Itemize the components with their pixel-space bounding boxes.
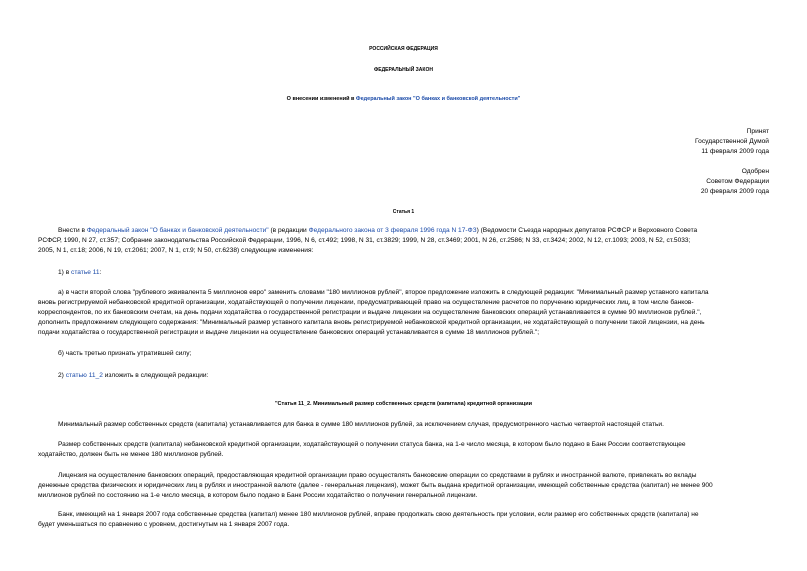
article-11-2-paragraph-4 (38, 510, 769, 530)
title-prefix: О внесении изменений в (286, 96, 356, 102)
paragraph-line: денежные средства физических и юридических лиц в рублях и иностранной валюте (далее - генеральная лицензия), может быть выдана кредитной организации, имеющей собственные средства (капитал) не менее 900 (38, 482, 713, 489)
article-1-intro (38, 226, 769, 256)
article-11-2-paragraph-3 (38, 471, 769, 501)
title-law-link[interactable]: Федеральный закон "О банках и банковской деятельности" (355, 96, 521, 102)
article-11-2-paragraph-1: Минимальный размер собственных средств (капитала) устанавливается для банка в сумме 180 миллионов рублей, за исключением случая, предусмотренного частью четвертой настоящей статьи. (58, 421, 664, 428)
article-11-2-paragraph-2 (38, 440, 769, 460)
article-11-link[interactable]: статье 11 (71, 269, 100, 276)
item-1b: б) часть третью признать утратившей силу; (58, 350, 192, 357)
intro-line-1 (38, 226, 769, 236)
country-heading: РОССИЙСКАЯ ФЕДЕРАЦИЯ (369, 46, 438, 52)
paragraph-line: Лицензия на осуществление банковских операций, предоставляющая кредитной организации право осуществлять банковские операции со средствами в рублях и иностранной валюте, привлекать во вклады (58, 472, 697, 479)
state-duma-adoption (695, 127, 769, 157)
intro-line-3: 2005, N 1, ст.18; 2006, N 19, ст.2061; 2007, N 1, ст.9; N 50, ст.6238) следующие изменения: (38, 247, 314, 254)
item-1a-line: корреспондентов, по их банковским счетам, на день подачи ходатайства о государственной регистрации и выдаче лицензии на осуществление банковских операций устанавливается в сумме 90 миллионов рублей.", (38, 309, 702, 316)
approval-line: Одобрен (741, 168, 769, 175)
item-text: 2) (58, 372, 66, 379)
item-1a-line: вновь регистрируемой небанковской кредитной организации, ходатайствующей о получении лицензии, предусматривающей право на осуществление расчетов по поручению юридических лиц, в том числе банков- (38, 299, 694, 306)
intro-text: ) (Ведомости Съезда народных депутатов РСФСР и Верховного Совета (476, 227, 698, 234)
item-1a-line: а) в части второй слова "рублевого эквивалента 5 миллионов евро" заменить словами "180 миллионов рублей", второе предложение изложить в следующей редакции: "Минимальный размер уставного капитала (58, 289, 709, 296)
approval-line: Советом Федерации (706, 178, 769, 185)
item-1a (38, 288, 769, 338)
article-11-2-link[interactable]: статью 11_2 (65, 372, 103, 379)
federal-law-17fz-link[interactable]: Федерального закона от 3 февраля 1996 года N 17-ФЗ (308, 227, 477, 234)
paragraph-line: будет уменьшаться по сравнению с уровнем, достигнутым на 1 января 2007 года. (38, 521, 290, 528)
article-1-heading: Статья 1 (392, 209, 415, 215)
adoption-line: 11 февраля 2009 года (701, 148, 769, 155)
intro-line-2: РСФСР, 1990, N 27, ст.357; Собрание законодательства Российской Федерации, 1996, N 6, ст.492; 1998, N 31, ст.3829; 1999, N 28, ст.3469; 2001, N 26, ст.2586; N 33, ст.3424; 2002, N 12, ст.1093; 2003, N 52, ст.5033; (38, 237, 691, 244)
item-1a-line: подачи ходатайства о государственной регистрации и выдаче лицензии на осуществление банковских операций устанавливается в сумме 18 миллионов рублей."; (38, 329, 540, 336)
adoption-line: Принят (746, 128, 769, 135)
item-text: : (99, 269, 102, 276)
item-1 (38, 268, 769, 278)
paragraph-line: Банк, имеющий на 1 января 2007 года собственные средства (капитал) менее 180 миллионов рублей, вправе продолжать свою деятельность при условии, если размер его собственных средств (капитала) не (58, 511, 699, 518)
intro-text: Внести в (58, 227, 87, 234)
item-text: изложить в следующей редакции: (102, 372, 209, 379)
item-2 (38, 371, 769, 381)
paragraph-line: ходатайство, должен быть не менее 180 миллионов рублей. (38, 451, 224, 458)
paragraph-line: Размер собственных средств (капитала) небанковской кредитной организации, ходатайствующей о получении статуса банка, на 1-е число месяца, в котором было подано в Банк России соответствующее (58, 441, 686, 448)
item-1a-line: дополнить предложением следующего содержания: "Минимальный размер уставного капитала вновь регистрируемой небанковской кредитной организации, не ходатайствующей о получении такой лицензии, на день (38, 319, 705, 326)
banking-law-link[interactable]: Федеральный закон "О банках и банковской деятельности" (86, 227, 269, 234)
federation-council-approval (701, 167, 769, 197)
adoption-line: Государственной Думой (695, 138, 769, 145)
article-11-2-heading: "Статья 11_2. Минимальный размер собственных средств (капитала) кредитной организации (274, 401, 533, 407)
paragraph-line: миллионов рублей по состоянию на 1-е число месяца, в котором было подано в Банк России ходатайство о получении генеральной лицензии. (38, 492, 478, 499)
intro-text: (в редакции (268, 227, 309, 234)
law-type-heading: ФЕДЕРАЛЬНЫЙ ЗАКОН (374, 67, 433, 73)
document-title (0, 96, 807, 102)
approval-line: 20 февраля 2009 года (700, 188, 769, 195)
item-text: 1) в (58, 269, 72, 276)
